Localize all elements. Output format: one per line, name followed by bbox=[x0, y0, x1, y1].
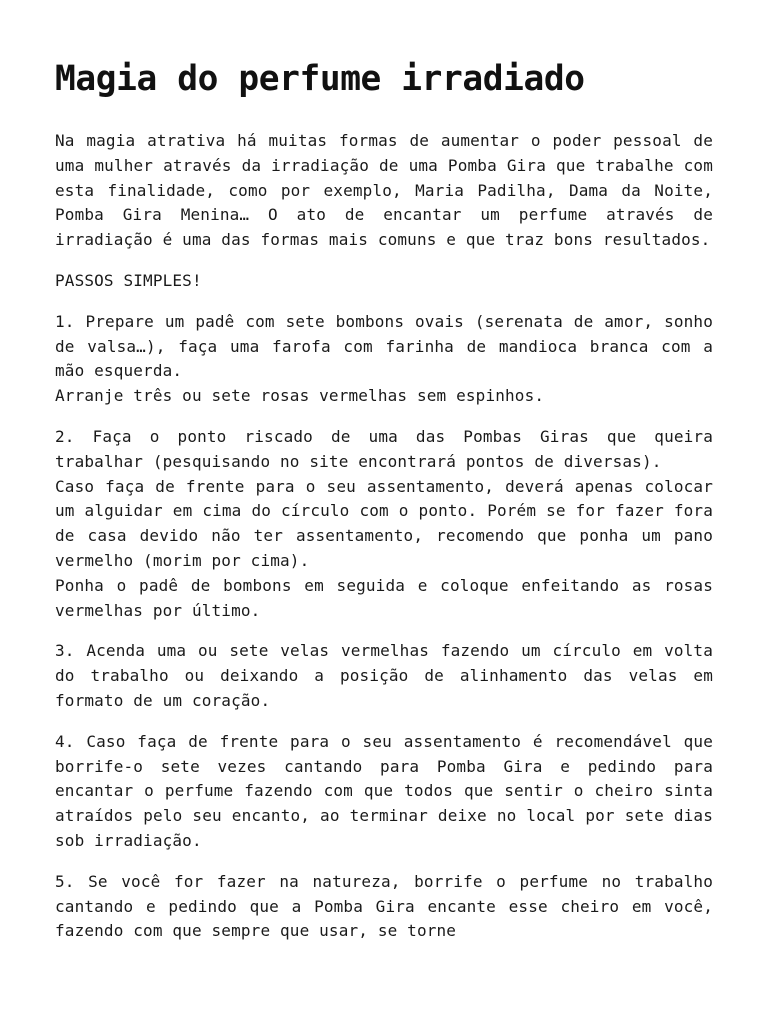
page-title: Magia do perfume irradiado bbox=[55, 59, 585, 99]
step-2-paragraph: 2. Faça o ponto riscado de uma das Pombas Giras que queira trabalhar (pesquisando no site encontrará pontos de diversas). Caso faça de frente para o seu assentamento, deverá apenas colocar um alguidar em cima do círculo com o ponto. Porém se for fazer fora de casa devido não ter assentamento, recomendo que ponha um pano vermelho (morim por cima). Ponha o padê de bombons em seguida e coloque enfeitando as rosas vermelhas por último. bbox=[55, 426, 713, 620]
step-4-paragraph: 4. Caso faça de frente para o seu assentamento é recomendável que borrife-o sete vezes cantando para Pomba Gira e pedindo para encantar o perfume fazendo com que todos que sentir o cheiro sinta atraídos pelo seu encanto, ao terminar deixe no local por sete dias sob irradiação. bbox=[55, 731, 713, 850]
step-3-paragraph: 3. Acenda uma ou sete velas vermelhas fazendo um círculo em volta do trabalho ou deixando a posição de alinhamento das velas em formato de um coração. bbox=[55, 641, 713, 710]
steps-heading: PASSOS SIMPLES! bbox=[55, 270, 202, 290]
step-1-paragraph: 1. Prepare um padê com sete bombons ovais (serenata de amor, sonho de valsa…), faça uma farofa com farinha de mandioca branca com a mão esquerda. Arranje três ou sete rosas vermelhas sem espinhos. bbox=[55, 311, 713, 406]
step-5-paragraph: 5. Se você for fazer na natureza, borrife o perfume no trabalho cantando e pedindo que a Pomba Gira encante esse cheiro em você, fazendo com que sempre que usar, se torne bbox=[55, 871, 713, 941]
intro-paragraph: Na magia atrativa há muitas formas de aumentar o poder pessoal de uma mulher através da irradiação de uma Pomba Gira que trabalhe com esta finalidade, como por exemplo, Maria Padilha, Dama da Noite, Pomba Gira Menina… O ato de encantar um perfume através de irradiação é uma das formas mais comuns e que traz bons resultados. bbox=[55, 131, 713, 250]
